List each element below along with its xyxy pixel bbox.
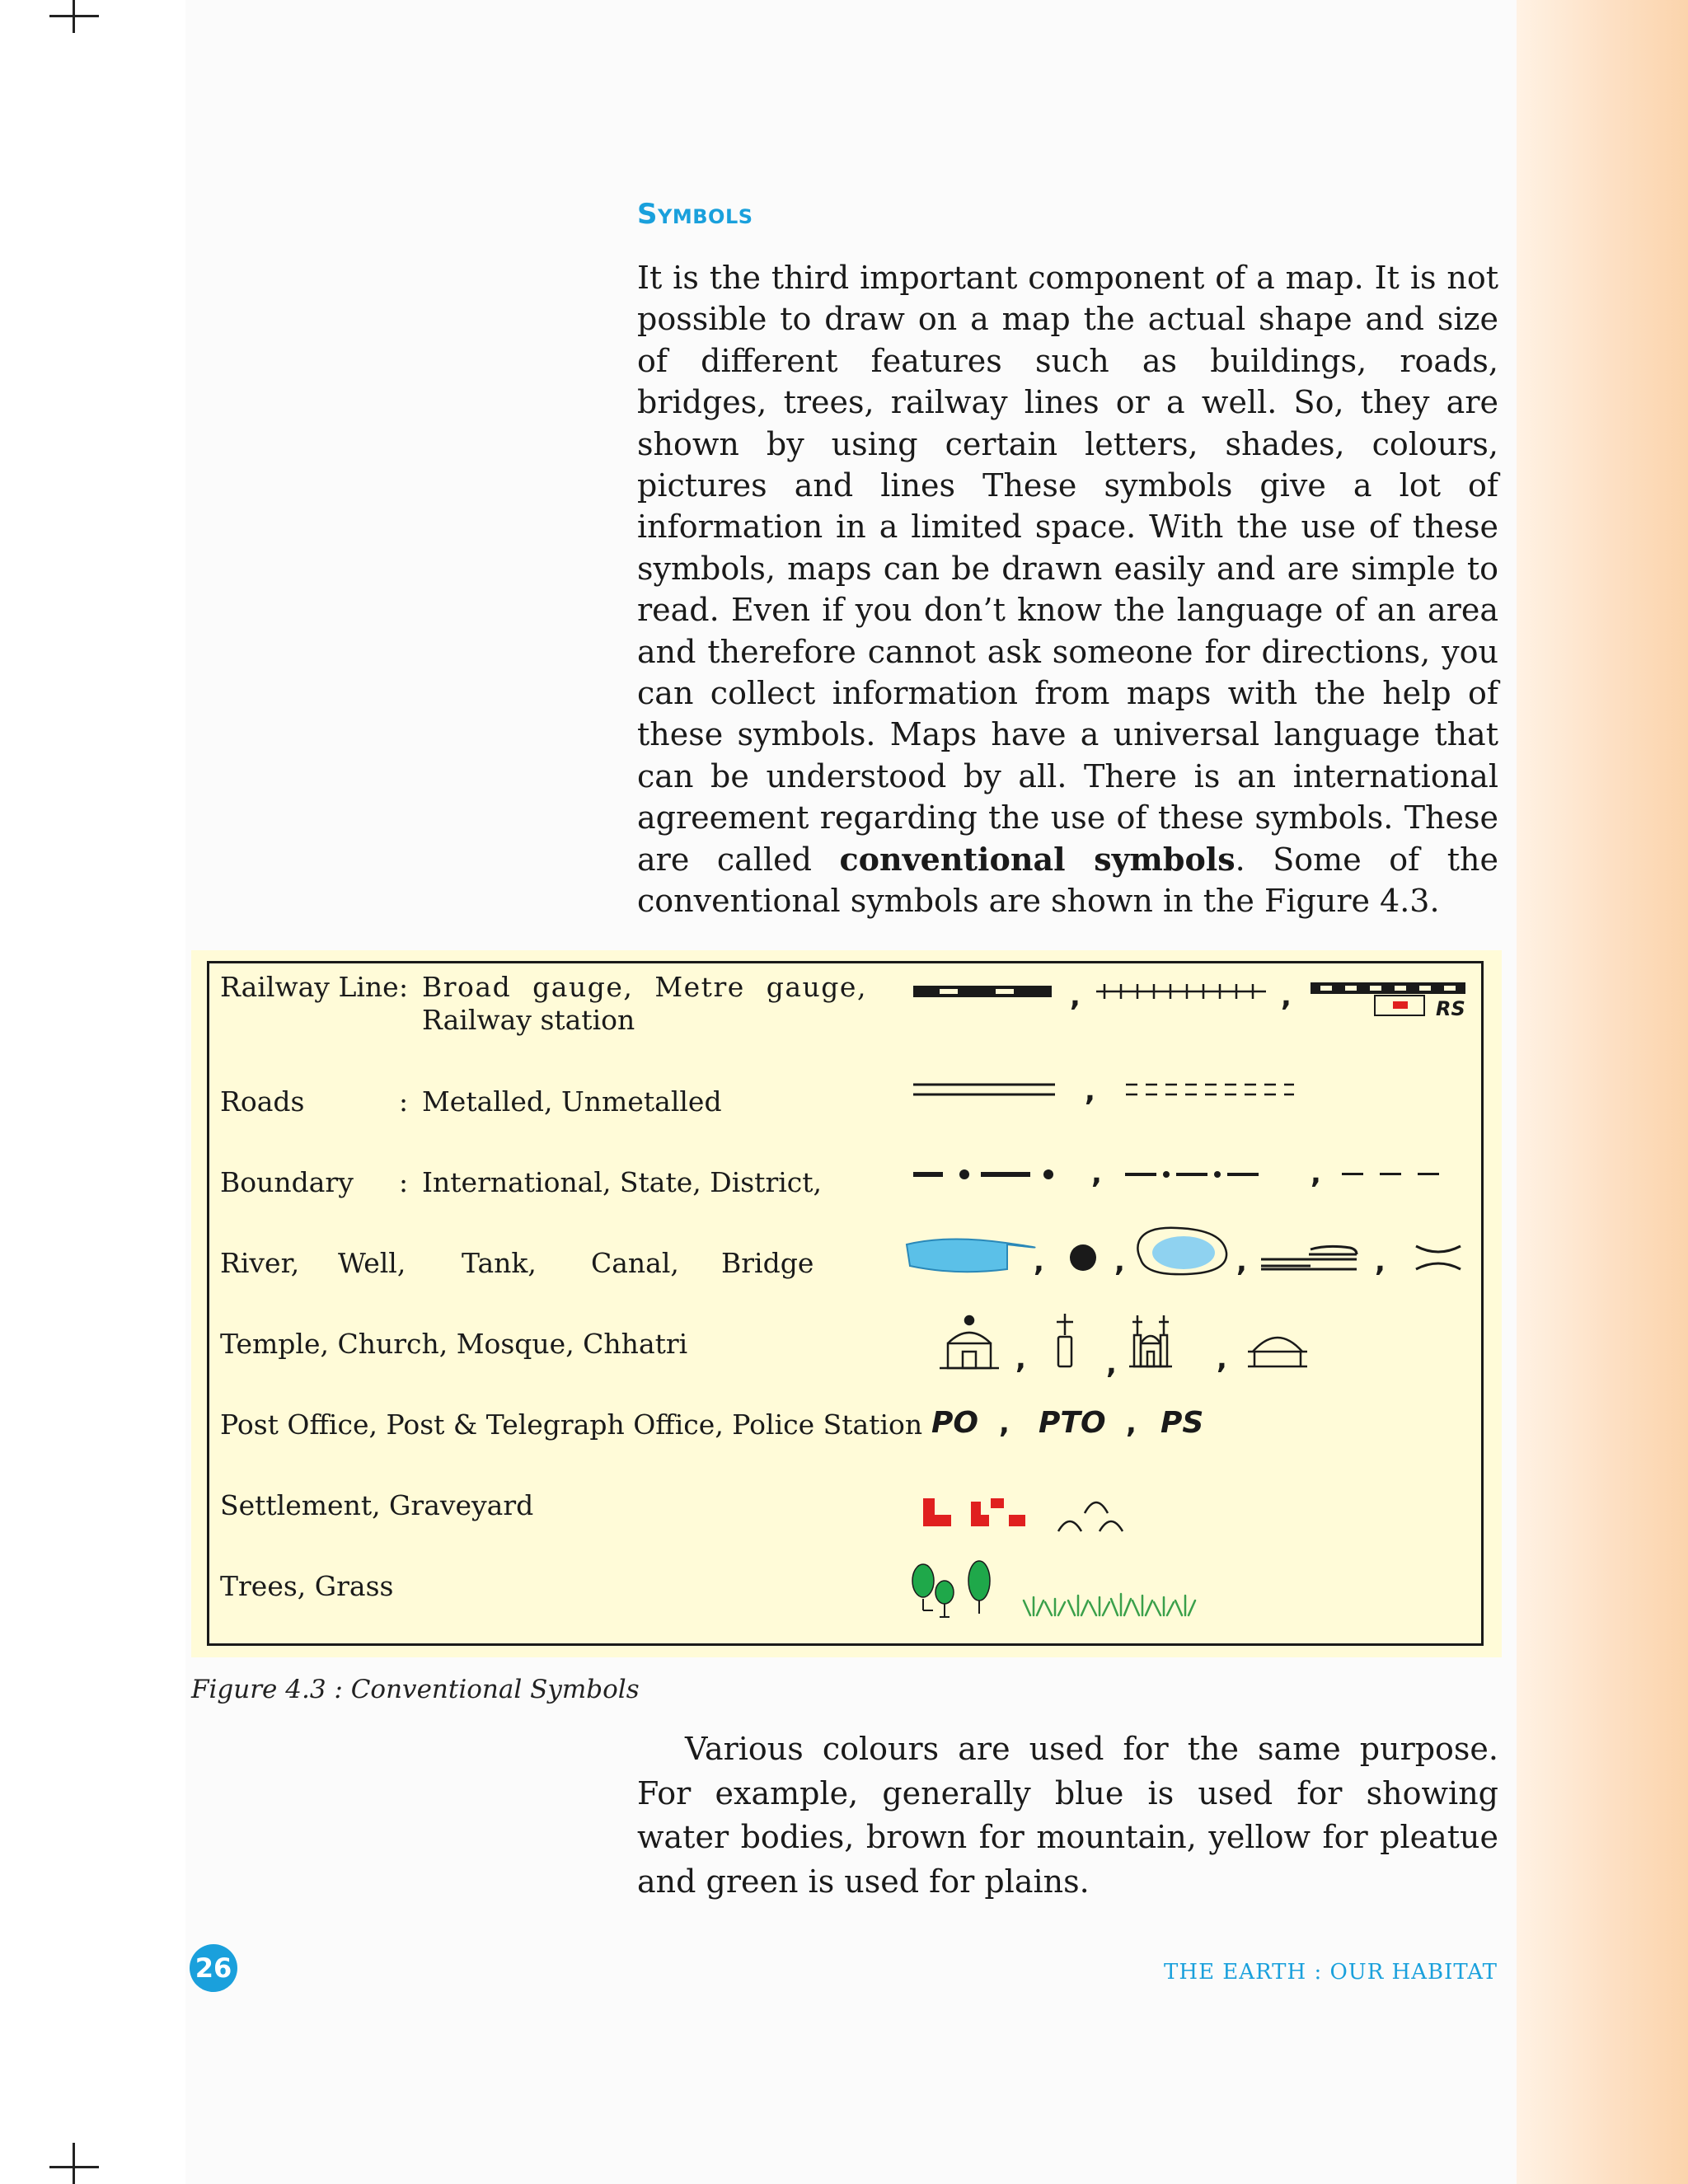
- side-color-band: [1517, 0, 1688, 2184]
- row-colon-boundary: :: [399, 1166, 409, 1198]
- sep-3: ,: [1085, 1075, 1095, 1108]
- sep-9: ,: [1375, 1245, 1386, 1278]
- conventional-symbols-graphic: [898, 964, 1475, 1640]
- district-boundary-symbol: [1342, 1173, 1439, 1175]
- temple-symbol: [940, 1316, 999, 1368]
- sep-11: ,: [1106, 1347, 1117, 1380]
- paragraph-1-bold-term: conventional symbols: [839, 840, 1236, 878]
- sep-6: ,: [1034, 1245, 1044, 1278]
- sep-7: ,: [1114, 1245, 1125, 1278]
- graveyard-symbol: [1058, 1502, 1123, 1531]
- row-label-well: Well,: [338, 1247, 406, 1279]
- paragraph-2-text: Various colours are used for the same purpose. For example, generally blue is used for showing water bodies, brown for mountain, yellow for pleatue and green is used for plains.: [637, 1731, 1498, 1900]
- figure-caption: Figure 4.3 : Conventional Symbols: [191, 1675, 640, 1704]
- row-label-river: River,: [220, 1247, 300, 1279]
- sep-1: ,: [1070, 980, 1081, 1013]
- sep-10: ,: [1015, 1343, 1026, 1376]
- row-desc-boundary: International, State, District,: [422, 1166, 823, 1198]
- paragraph-1-text-a: It is the third important component of a map. It is not possible to draw on a map the actual shape and size of different features such as buildings, roads, bridges, trees, railway lines or a well. So, they are shown by using certain letters, shades, colours, pictures and lines These symbols give a lot of information in a limited space. With the use of these symbols, maps can be drawn easily and are simple to read. Even if you don’t know the language of an area and therefore cannot ask someone for directions, you can collect information from maps with the help of these symbols. Maps have a universal language that can be understood by all. There is an international agreement regarding the use of these symbols. These are called: [637, 260, 1498, 878]
- well-symbol: [1070, 1244, 1096, 1271]
- row-label-settlement: Settlement, Graveyard: [220, 1489, 534, 1521]
- row-label-religious: Temple, Church, Mosque, Chhatri: [220, 1328, 688, 1360]
- settlement-symbol: [923, 1498, 1025, 1526]
- tank-symbol: [1137, 1228, 1226, 1274]
- unmetalled-road-symbol: [1126, 1085, 1294, 1094]
- row-label-roads: Roads: [220, 1085, 305, 1118]
- river-symbol: [907, 1239, 1035, 1272]
- metalled-road-symbol: [913, 1085, 1055, 1094]
- row-colon-roads: :: [399, 1085, 409, 1118]
- row-desc-railway-line1: Broad gauge, Metre gauge,: [422, 971, 867, 1003]
- pto-label: PTO: [1039, 1406, 1106, 1440]
- trees-symbol: [912, 1561, 990, 1617]
- broad-gauge-symbol: [913, 986, 1052, 997]
- sep-4: ,: [1091, 1157, 1102, 1190]
- railway-station-symbol: [1311, 982, 1465, 1020]
- page-number-badge: 26: [190, 1944, 237, 1992]
- crop-mark-bottom-horizontal: [49, 2166, 99, 2168]
- row-label-offices: Post Office, Post & Telegraph Office, Police Station: [220, 1408, 923, 1441]
- chhatri-symbol: [1248, 1338, 1307, 1366]
- paragraph-2: [637, 1727, 1498, 1904]
- canal-symbol: [1261, 1246, 1357, 1269]
- bridge-symbol: [1416, 1246, 1461, 1269]
- state-boundary-symbol: [1125, 1171, 1259, 1178]
- mosque-symbol: [1129, 1315, 1172, 1366]
- row-label-trees: Trees, Grass: [220, 1570, 394, 1602]
- sep-2: ,: [1281, 980, 1292, 1013]
- metre-gauge-symbol: [1096, 984, 1266, 999]
- po-label: PO: [931, 1406, 978, 1440]
- crop-mark-top-horizontal: [49, 15, 99, 17]
- rs-label: RS: [1436, 997, 1465, 1020]
- sep-12: ,: [1217, 1343, 1227, 1376]
- row-label-bridge: Bridge: [721, 1247, 814, 1279]
- paragraph-1: [637, 257, 1498, 922]
- grass-symbol: [1024, 1594, 1195, 1615]
- ps-label: PS: [1160, 1406, 1204, 1440]
- row-label-boundary: Boundary: [220, 1166, 354, 1198]
- sep-8: ,: [1236, 1245, 1247, 1278]
- paragraph-1-text-b: . Some of the conventional symbols are shown in the Figure 4.3.: [637, 841, 1498, 920]
- church-symbol: [1057, 1314, 1073, 1366]
- section-heading: Symbols: [637, 198, 753, 231]
- running-head: THE EARTH : OUR HABITAT: [1164, 1960, 1498, 1985]
- row-desc-railway-line2: Railway station: [422, 1004, 635, 1036]
- sep-14: ,: [1126, 1407, 1137, 1440]
- sep-13: ,: [999, 1407, 1010, 1440]
- sep-5: ,: [1311, 1157, 1321, 1190]
- row-label-canal: Canal,: [591, 1247, 679, 1279]
- international-boundary-symbol: [913, 1169, 1053, 1179]
- row-label-railway: Railway Line: [220, 971, 399, 1003]
- row-label-tank: Tank,: [462, 1247, 537, 1279]
- row-desc-roads: Metalled, Unmetalled: [422, 1085, 722, 1118]
- crop-mark-bottom-vertical: [73, 2143, 75, 2184]
- row-colon-railway: :: [399, 971, 409, 1003]
